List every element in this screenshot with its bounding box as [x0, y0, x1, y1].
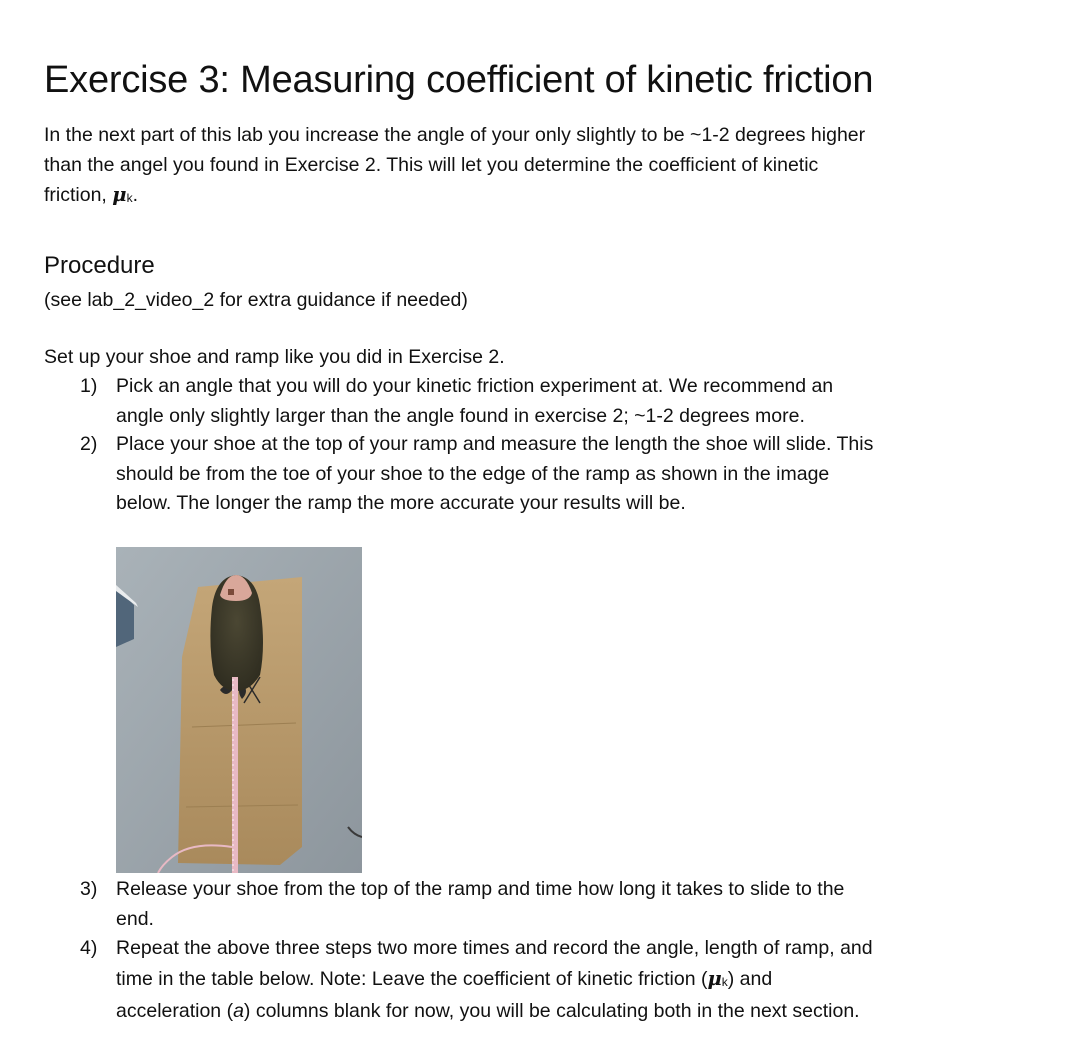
setup-text: Set up your shoe and ramp like you did in Exercise 2. — [44, 346, 505, 368]
step-3 — [80, 875, 1020, 935]
step-number: 4) — [80, 937, 98, 959]
mu-letter: μ — [112, 183, 127, 206]
step-text — [116, 430, 1016, 519]
step-text — [116, 372, 1016, 431]
step-number: 1) — [80, 375, 98, 397]
step-line: should be from the toe of your shoe to the edge of the ramp as shown in the image — [116, 462, 830, 485]
step-line-part: ) columns blank for now, you will be calculating both in the next section. — [243, 1000, 860, 1022]
step-1 — [80, 372, 1020, 432]
intro-line-2: than the angel you found in Exercise 2. This will let you determine the coefficient of kinetic — [44, 154, 819, 176]
page-title: Exercise 3: Measuring coefficient of kinetic friction — [44, 59, 874, 101]
shoe-label — [228, 589, 234, 595]
step-line: below. The longer the ramp the more accurate your results will be. — [116, 492, 686, 514]
mu-letter: μ — [707, 966, 722, 990]
intro-line-3-suffix: . — [132, 184, 138, 206]
step-number: 2) — [80, 433, 98, 455]
mu-subscript: k — [126, 191, 133, 205]
step-line-part: ) and — [727, 967, 773, 990]
step-number: 3) — [80, 878, 98, 900]
step-line-with-symbol — [116, 964, 1016, 998]
step-line: Pick an angle that you will do your kinetic friction experiment at. We recommend an — [116, 375, 834, 397]
step-line-part: time in the table below. Note: Leave the coefficient of kinetic friction ( — [116, 967, 708, 990]
step-line-part: acceleration ( — [116, 1000, 234, 1022]
mu-k-symbol — [707, 967, 727, 990]
procedure-note: (see lab_2_video_2 for extra guidance if needed) — [44, 289, 468, 311]
step-line: Repeat the above three steps two more times and record the angle, length of ramp, and — [116, 937, 873, 959]
step-line-with-symbol — [116, 997, 1016, 1027]
step-line: Place your shoe at the top of your ramp and measure the length the shoe will slide. This — [116, 433, 874, 455]
step-2 — [80, 430, 1020, 520]
intro-paragraph — [44, 120, 1044, 213]
intro-line-3-prefix: friction, — [44, 184, 113, 206]
step-text — [116, 875, 1016, 934]
photo-illustration — [116, 547, 362, 873]
step-line: end. — [116, 907, 154, 930]
acceleration-symbol: a — [233, 1000, 244, 1022]
procedure-heading: Procedure — [44, 252, 155, 279]
mu-k-symbol — [112, 183, 132, 206]
intro-line-1: In the next part of this lab you increase the angle of your only slightly to be ~1-2 degrees higher — [44, 124, 866, 146]
mu-subscript: k — [721, 974, 728, 989]
step-text — [116, 934, 1016, 1027]
intro-line-3 — [44, 180, 1044, 213]
step-4 — [80, 934, 1020, 1024]
step-line: Release your shoe from the top of the ramp and time how long it takes to slide to the — [116, 878, 845, 900]
step-line: angle only slightly larger than the angle found in exercise 2; ~1-2 degrees more. — [116, 404, 805, 427]
shoe-on-ramp-photo — [116, 547, 362, 873]
